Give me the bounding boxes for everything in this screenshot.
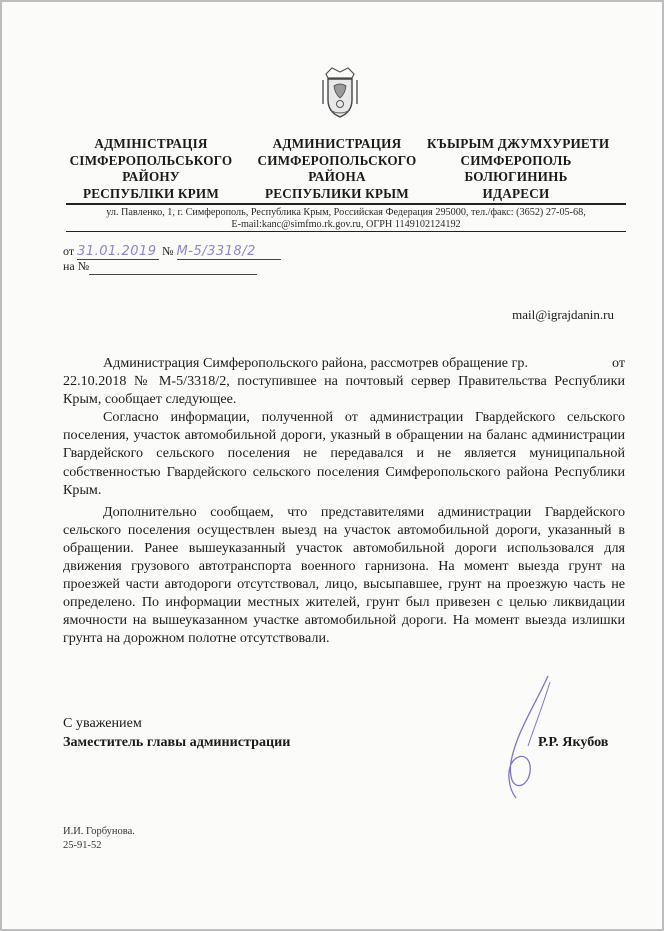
paragraph-3: Дополнительно сообщаем, что представителями администрации Гвардейского сельского поселения осуществлен выезд на участок автомобильной дороги, указанный в обращении. Ранее вышеуказанный участок автомобильной дороги использовался для движения грузового автотранспорта военного гарнизона. На момент выезда грунт на проезжей части автодороги отсутствовал, лицо, высыпавшее, грунт на проезжую часть не определено. По информации местных жителей, грунт был привезен с целью ликвидации ямочности на вышеуказанном участке автомобильной дороги. На момент выезда излишки грунта на дорожном полотне отсутствовали. — [63, 503, 625, 647]
header-crh-line: БОЛЮГИНИНЬ — [464, 169, 568, 184]
header-rus-line: РЕСПУБЛИКИ КРЫМ — [265, 185, 409, 201]
scan-edge-left — [0, 0, 2, 931]
signatory-name: Р.Р. Якубов — [538, 734, 609, 750]
header-russian — [248, 136, 426, 202]
outgoing-date: 31.01.2019 — [77, 244, 157, 259]
contacts-email: E-mail:kanc@simfmo.rk.gov.ru, ОГРН 1149102124192 — [231, 218, 461, 230]
outgoing-reference — [63, 244, 281, 260]
signature-block — [63, 714, 290, 752]
crimea-coat-of-arms-icon — [320, 64, 360, 120]
executor-phone: 25-91-52 — [63, 840, 102, 851]
header-ukr-line: АДМІНІСТРАЦІЯ — [94, 136, 208, 151]
contacts-block — [66, 207, 626, 230]
paragraph-1 — [63, 354, 625, 408]
header-ukrainian — [62, 136, 240, 202]
executor-block — [63, 825, 135, 853]
to-label: на № — [63, 259, 90, 273]
closing-phrase: С уважением — [63, 715, 142, 731]
outgoing-number: М-5/3318/2 — [176, 244, 256, 259]
citizen-prefix: гр. — [511, 355, 528, 371]
paragraph-1-lead: Администрация Симферопольского района, рассмотрев обращение — [103, 355, 508, 371]
recipient-email: mail@igrajdanin.ru — [512, 307, 614, 322]
contacts-divider — [66, 231, 626, 232]
paragraph-1-rest: от 22.10.2018 № М-5/3318/2, поступившее на почтовый сервер Правительства Республики Крым, сообщает следующее. — [63, 355, 626, 408]
header-divider — [66, 203, 626, 205]
header-rus-line: РАЙОНА — [308, 169, 366, 184]
from-label: от — [63, 244, 75, 258]
scan-edge-top — [0, 0, 664, 2]
signatory-position: Заместитель главы администрации — [63, 734, 291, 750]
header-ukr-line: СІМФЕРОПОЛЬСЬКОГО — [69, 152, 233, 168]
header-crimean-tatar — [427, 136, 610, 202]
header-crh-line: ИДАРЕСИ — [482, 185, 550, 201]
header-crh-line: СИМФЕРОПОЛЬ — [460, 152, 572, 168]
header-ukr-line: РЕСПУБЛІКИ КРИМ — [82, 185, 220, 201]
number-label: № — [162, 244, 174, 258]
contacts-address: ул. Павленко, 1, г. Симферополь, Республика Крым, Российская Федерация 295000, тел./факс: (3652) 27-05-68, — [106, 207, 586, 218]
executor-name: И.И. Горбунова. — [63, 826, 135, 837]
header-rus-line: АДМИНИСТРАЦИЯ — [272, 136, 402, 151]
paragraph-2: Согласно информации, полученной от администрации Гвардейского сельского поселения, участок автомобильной дороги, указный в обращении на баланс администрации Гвардейского сельского поселения не передавался и не является муниципальной собственностью Гвардейского сельского поселения Симферопольского района Республики Крым. — [63, 409, 625, 498]
header-crh-line: КЪЫРЫМ ДЖУМХУРИЕТИ — [427, 136, 610, 151]
header-ukr-line: РАЙОНУ — [122, 169, 180, 184]
letter-body — [63, 354, 625, 648]
header-rus-line: СИМФЕРОПОЛЬСКОГО — [257, 152, 417, 168]
incoming-reference — [63, 259, 257, 275]
